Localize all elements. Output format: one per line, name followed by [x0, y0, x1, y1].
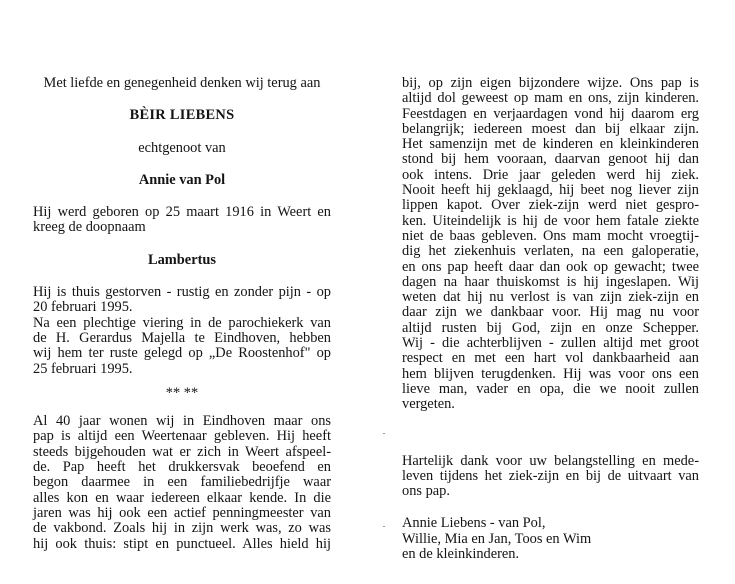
separator: ** ** — [165, 384, 199, 401]
text-line: Hartelijk dank voor uw belangstelling en mede- — [402, 452, 699, 469]
text-line: Wij - die achterblijven - zullen altijd met groot — [402, 335, 699, 352]
text-line: niet de baas gebleven. Ons mam mocht vroegtij- — [402, 227, 699, 244]
text-line: Feestdagen en verjaardagen vond hij daarom erg — [402, 105, 699, 122]
signature-line: Willie, Mia en Jan, Toos en Wim — [402, 530, 592, 547]
text-line: de H. Gerardus Majella te Eindhoven, hebben — [33, 329, 331, 346]
text-line: Na een plechtige viering in de parochiekerk van — [33, 314, 331, 331]
text-line: lippen kapot. Over ziek-zijn werd niet gespro- — [402, 197, 699, 214]
text-line: altijd dol geweest op mam en ons, zijn kinderen. — [402, 90, 699, 107]
text-line: bij, op zijn eigen bijzondere wijze. Ons pap is — [402, 75, 699, 91]
text-line: en ons pap heeft daar dan ook op gewacht; twee — [402, 258, 699, 275]
signature-block — [402, 516, 699, 562]
text-line: Hij werd geboren op 25 maart 1916 in Weert en — [33, 204, 331, 221]
print-speck — [383, 526, 385, 527]
text-line: alles kon en waar iedereen elkaar kende. In die — [33, 489, 331, 506]
text-line: wij hem ter ruste gelegd op „De Roostenhof" op — [33, 345, 331, 362]
text-line: Het samenzijn met de kinderen en kleinkinderen — [402, 136, 699, 153]
signature-line: Annie Liebens - van Pol, — [402, 515, 546, 532]
thanks-paragraph — [402, 454, 699, 500]
text-line: 20 februari 1995. — [33, 299, 133, 316]
text-line: lieve man, vader en opa, die we nooit zullen — [402, 380, 699, 397]
text-line: 25 februari 1995. — [33, 360, 133, 377]
text-line: Nooit heeft hij geklaagd, hij beet nog liever zijn — [402, 182, 699, 199]
text-line: dig het ziekenhuis verlaten, na een galoperatie, — [402, 243, 699, 260]
text-line: ook intens. Drie jaar geleden werd hij ziek. — [402, 166, 699, 183]
story-paragraph-left — [33, 414, 331, 552]
text-line: begon daarmee in een familiebedrijfje waar — [33, 474, 331, 491]
text-line: leven tijdens het ziek-zijn en bij de uitvaart van — [402, 467, 699, 484]
text-line: kreeg de doopnaam — [33, 219, 146, 236]
right-column — [402, 76, 699, 562]
left-column — [33, 76, 331, 552]
baptism-name: Lambertus — [148, 251, 216, 268]
text-line: jaren was hij ook een actief penningmeester van — [33, 504, 331, 521]
text-line: ken. Uiteindelijk is hij de voor hem fatale ziekte — [402, 212, 699, 229]
text-line: stond bij hem vooraan, daarvan genoot hij dan — [402, 151, 699, 168]
text-line: respect en met een hart vol dankbaarheid aan — [402, 350, 699, 367]
text-line: pap is altijd een Weertenaar gebleven. Hij heeft — [33, 428, 331, 445]
text-line: steeds bijgehouden wat er zich in Weert afspeel- — [33, 443, 331, 460]
signature-line: en de kleinkinderen. — [402, 546, 520, 563]
text-line: hij ook thuis: stipt en punctueel. Alles hield hij — [33, 535, 331, 552]
story-paragraph-right — [402, 76, 699, 413]
text-line: Hij is thuis gestorven - rustig en zonder pijn - op — [33, 284, 331, 301]
deceased-name: BÈIR LIEBENS — [129, 107, 235, 124]
print-speck — [383, 433, 385, 434]
birth-paragraph — [33, 205, 331, 236]
text-line: de. Pap heeft het drukkersvak beoefend en — [33, 459, 331, 476]
spouse-label: echtgenoot van — [138, 139, 226, 156]
text-line: belangrijk; iedereen moest dan bij elkaar zijn. — [402, 120, 699, 137]
text-line: ons pap. — [402, 483, 450, 500]
text-line: daar zijn we dankbaar voor. Hij mag nu voor — [402, 304, 699, 321]
text-line: altijd rusten bij God, zijn en onze Schepper. — [402, 319, 699, 336]
spouse-name: Annie van Pol — [138, 171, 226, 188]
death-paragraph — [33, 285, 331, 377]
text-line: Al 40 jaar wonen wij in Eindhoven maar ons — [33, 413, 331, 430]
text-line: weten dat hij nu verlost is van zijn ziek-zijn en — [402, 289, 699, 306]
text-line: de vakbond. Zoals hij in zijn werk was, zo was — [33, 520, 331, 537]
text-line: vergeten. — [402, 396, 455, 413]
text-line: dagen na haar thuiskomst is hij ingeslapen. Wij — [402, 273, 699, 290]
intro-line: Met liefde en genegenheid denken wij terug aan — [43, 75, 321, 91]
text-line: hem blijven terugdenken. Hij was voor ons een — [402, 365, 699, 382]
